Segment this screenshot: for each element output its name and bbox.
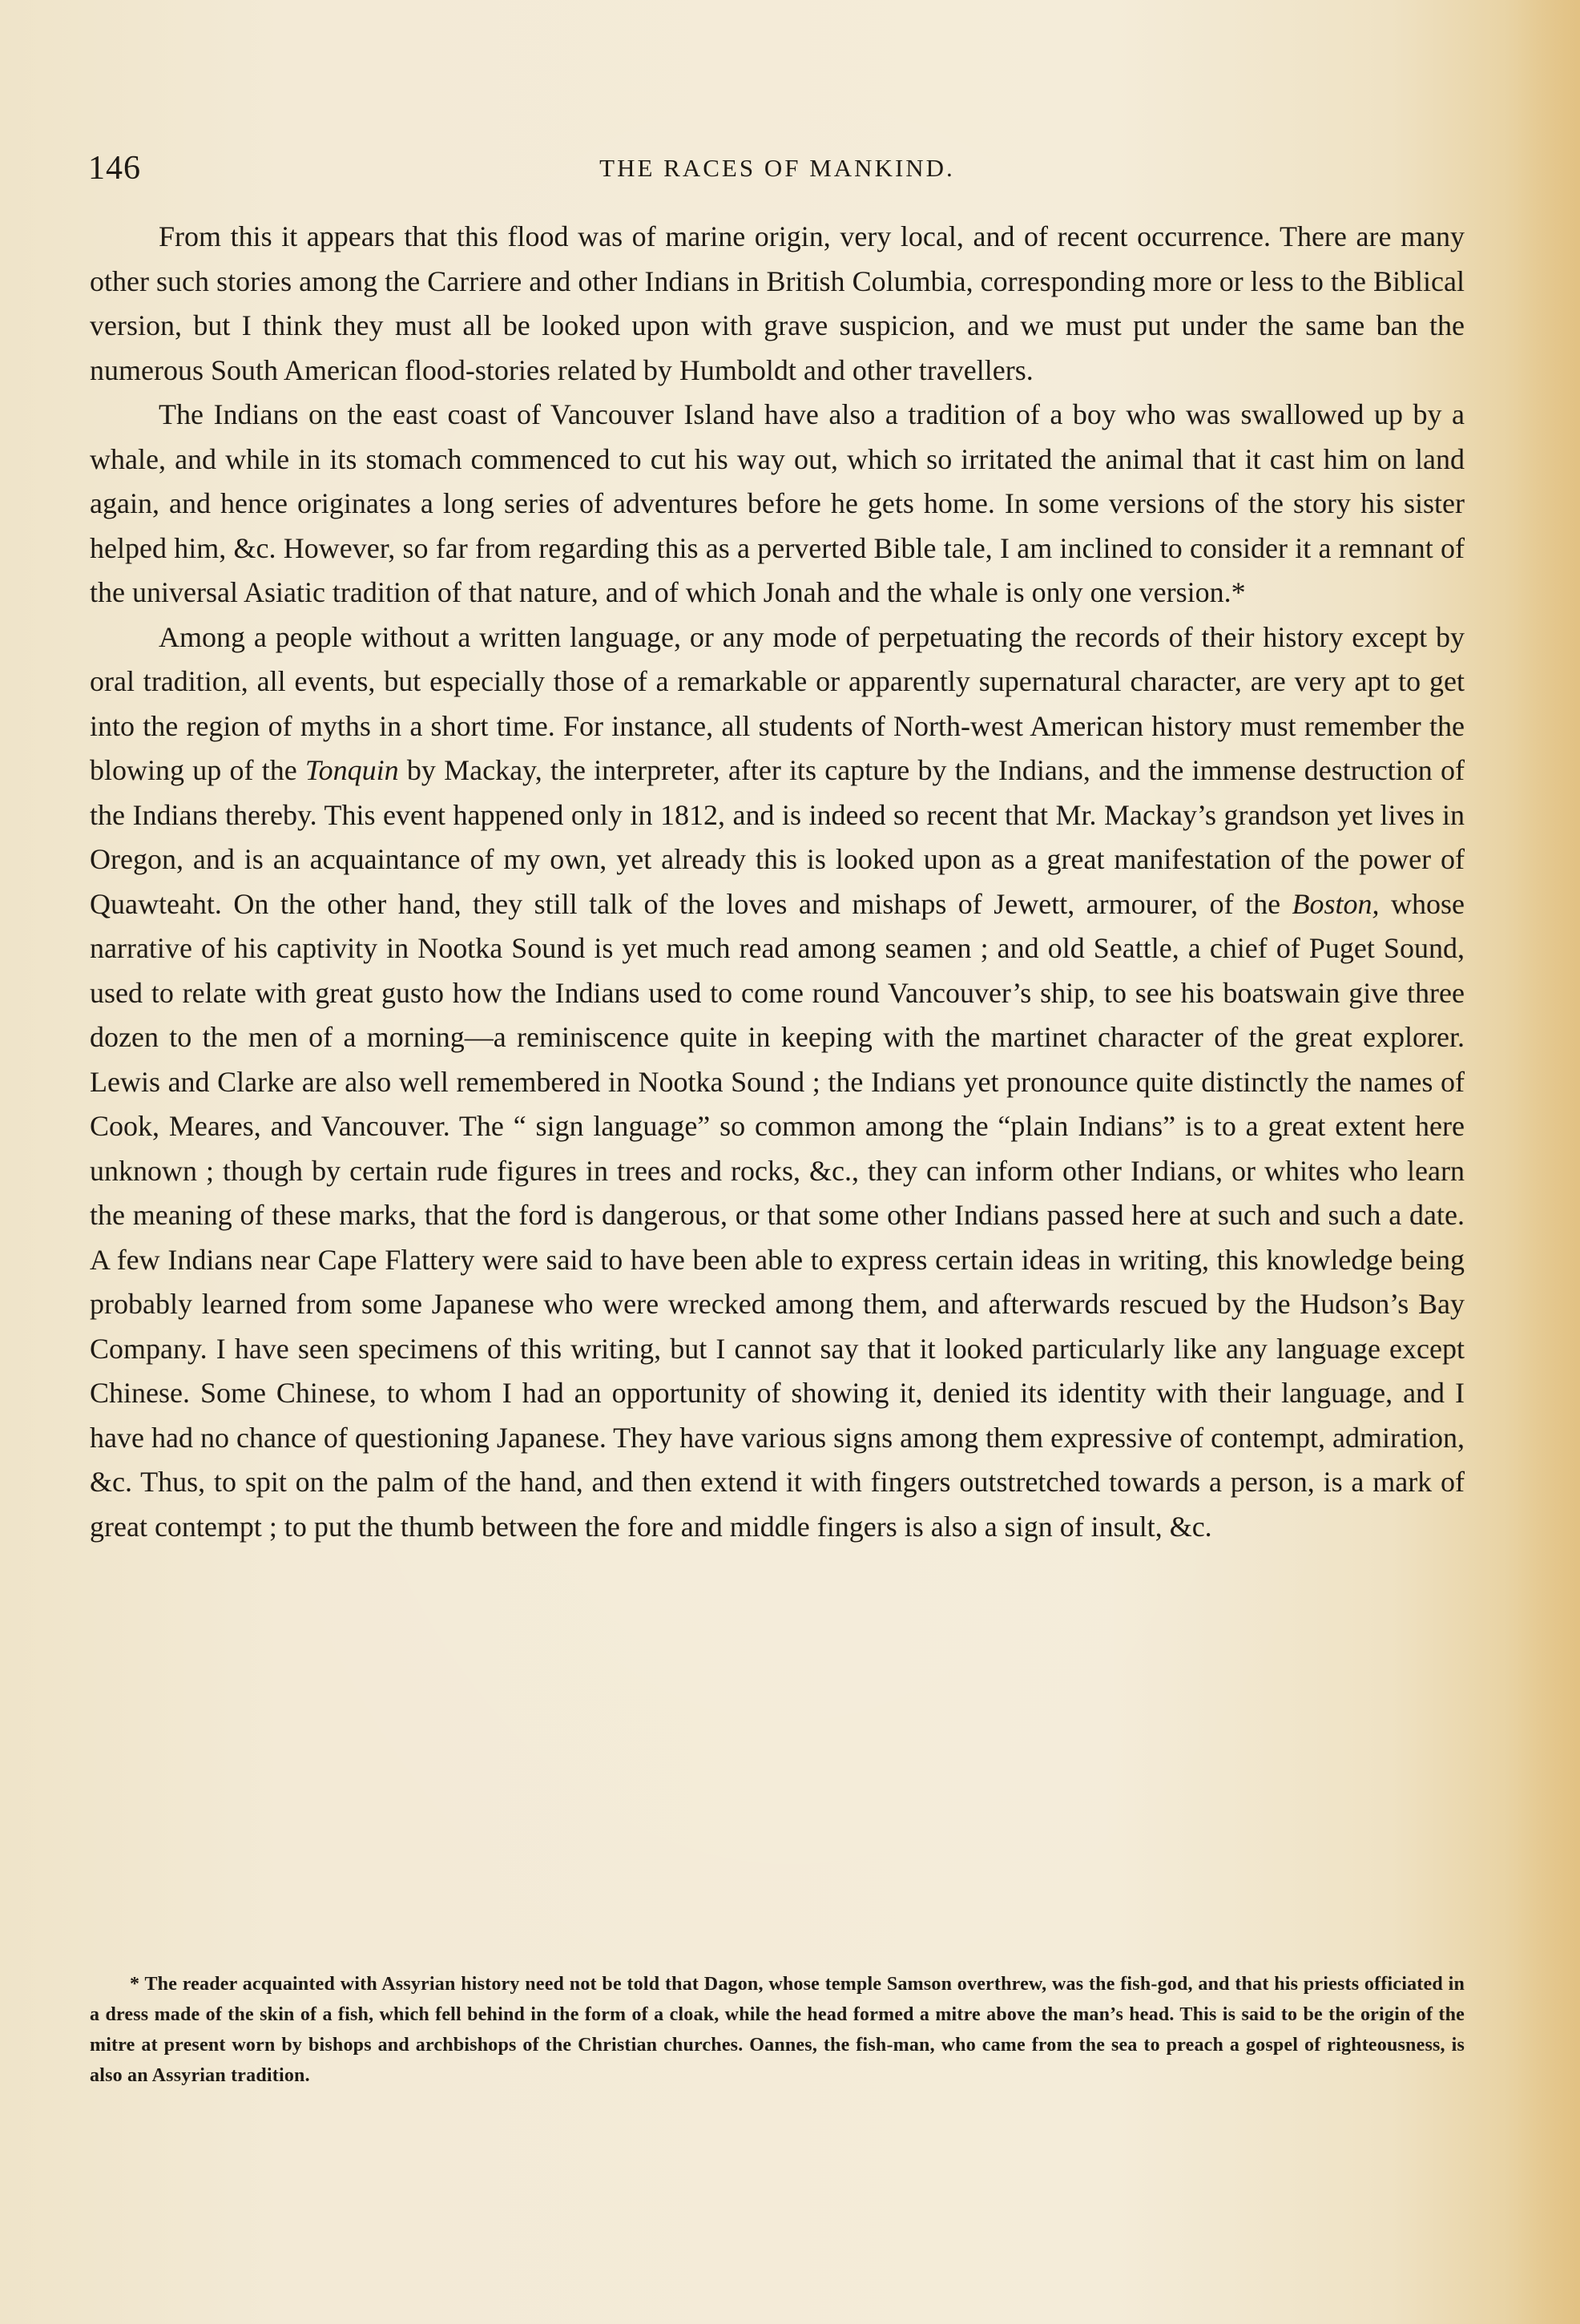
paragraph-3 (90, 615, 1465, 1550)
ship-name-boston: Boston, (1292, 887, 1380, 920)
footnote: * The reader acquainted with Assyrian history need not be told that Dagon, whose temple Samson overthrew, was the fish-god, and that his priests officiated in a dress made of the skin of a fish, which fell behind in the form of a cloak, while the head formed a mitre above the man’s head. This is said to be the origin of the mitre at present worn by bishops and archbishops of the Christian churches. Oannes, the fish-man, who came from the sea to preach a gospel of righteousness, is also an Assyrian tradition. (90, 1974, 1465, 2086)
paragraph-2: The Indians on the east coast of Vancouver Island have also a tradition of a boy who was swallowed up by a whale, and while in its stomach commenced to cut his way out, which so irritated the animal that it cast him on land again, and hence originates a long series of adventures before he gets home. In some versions of the story his sister helped him, &c. However, so far from regarding this as a perverted Bible tale, I am inclined to consider it a remnant of the universal Asiatic tradition of that nature, and of which Jonah and the whale is only one version.* (90, 398, 1465, 608)
paragraph-3-part-1: Among a people without a written language, or any mode of perpetuating the records of their history except by oral tradition, all events, but especially those of a remarkable or apparently supernatural character, are very apt to get into the region of myths in a short time. For instance, all students of North-west American history must remember the blowing up of the (90, 620, 1465, 786)
page-number: 146 (88, 150, 141, 187)
paragraph-1: From this it appears that this flood was of marine origin, very local, and of recent occurrence. There are many other such stories among the Carriere and other Indians in British Columbia, corresponding more or less to the Biblical version, but I think they must all be looked upon with grave suspicion, and we must put under the same ban the numerous South American flood-stories related by Humboldt and other travellers. (90, 220, 1465, 386)
running-head (88, 149, 1466, 188)
paragraph-3-part-2: by Mackay, the interpreter, after its capture by the Indians, and the immense destruction of the Indians thereby. This event happened only in 1812, and is indeed so recent that Mr. Mackay’s grandson yet lives in Oregon, and is an acquaintance of my own, yet already this is looked upon as a great manifestation of the power of Quawteaht. On the other hand, they still talk of the loves and mishaps of Jewett, armourer, of the (90, 754, 1465, 920)
running-head-title: THE RACES OF MANKIND. (599, 154, 955, 182)
body-text (90, 215, 1465, 1549)
paragraph-3-part-3: whose narrative of his captivity in Nootka Sound is yet much read among seamen ; and old Seattle, a chief of Puget Sound, used to relate with great gusto how the Indians used to come round Vancouver’s ship, to see his boatswain give three dozen to the men of a morning—a reminiscence quite in keeping with the martinet character of the great explorer. Lewis and Clarke are also well remembered in Nootka Sound ; the Indians yet pronounce quite distinctly the names of Cook, Meares, and Vancouver. The “ sign language” so common among the “plain Indians” is to a great extent here unknown ; though by certain rude figures in trees and rocks, &c., they can inform other Indians, or whites who learn the meaning of these marks, that the ford is dangerous, or that some other Indians passed here at such and such a date. A few Indians near Cape Flattery were said to have been able to express certain ideas in writing, this knowledge being probably learned from some Japanese who were wrecked among them, and afterwards rescued by the Hudson’s Bay Company. I have seen specimens of this writing, but I cannot say that it looked particularly like any language except Chinese. Some Chinese, to whom I had an opportunity of showing it, denied its identity with their language, and I have had no chance of questioning Japanese. They have various signs among them expressive of contempt, admiration, &c. Thus, to spit on the palm of the hand, and then extend it with fingers outstretched towards a person, is a mark of great contempt ; to put the thumb between the fore and middle fingers is also a sign of insult, &c. (90, 887, 1465, 1543)
ship-name-tonquin: Tonquin (304, 754, 399, 786)
